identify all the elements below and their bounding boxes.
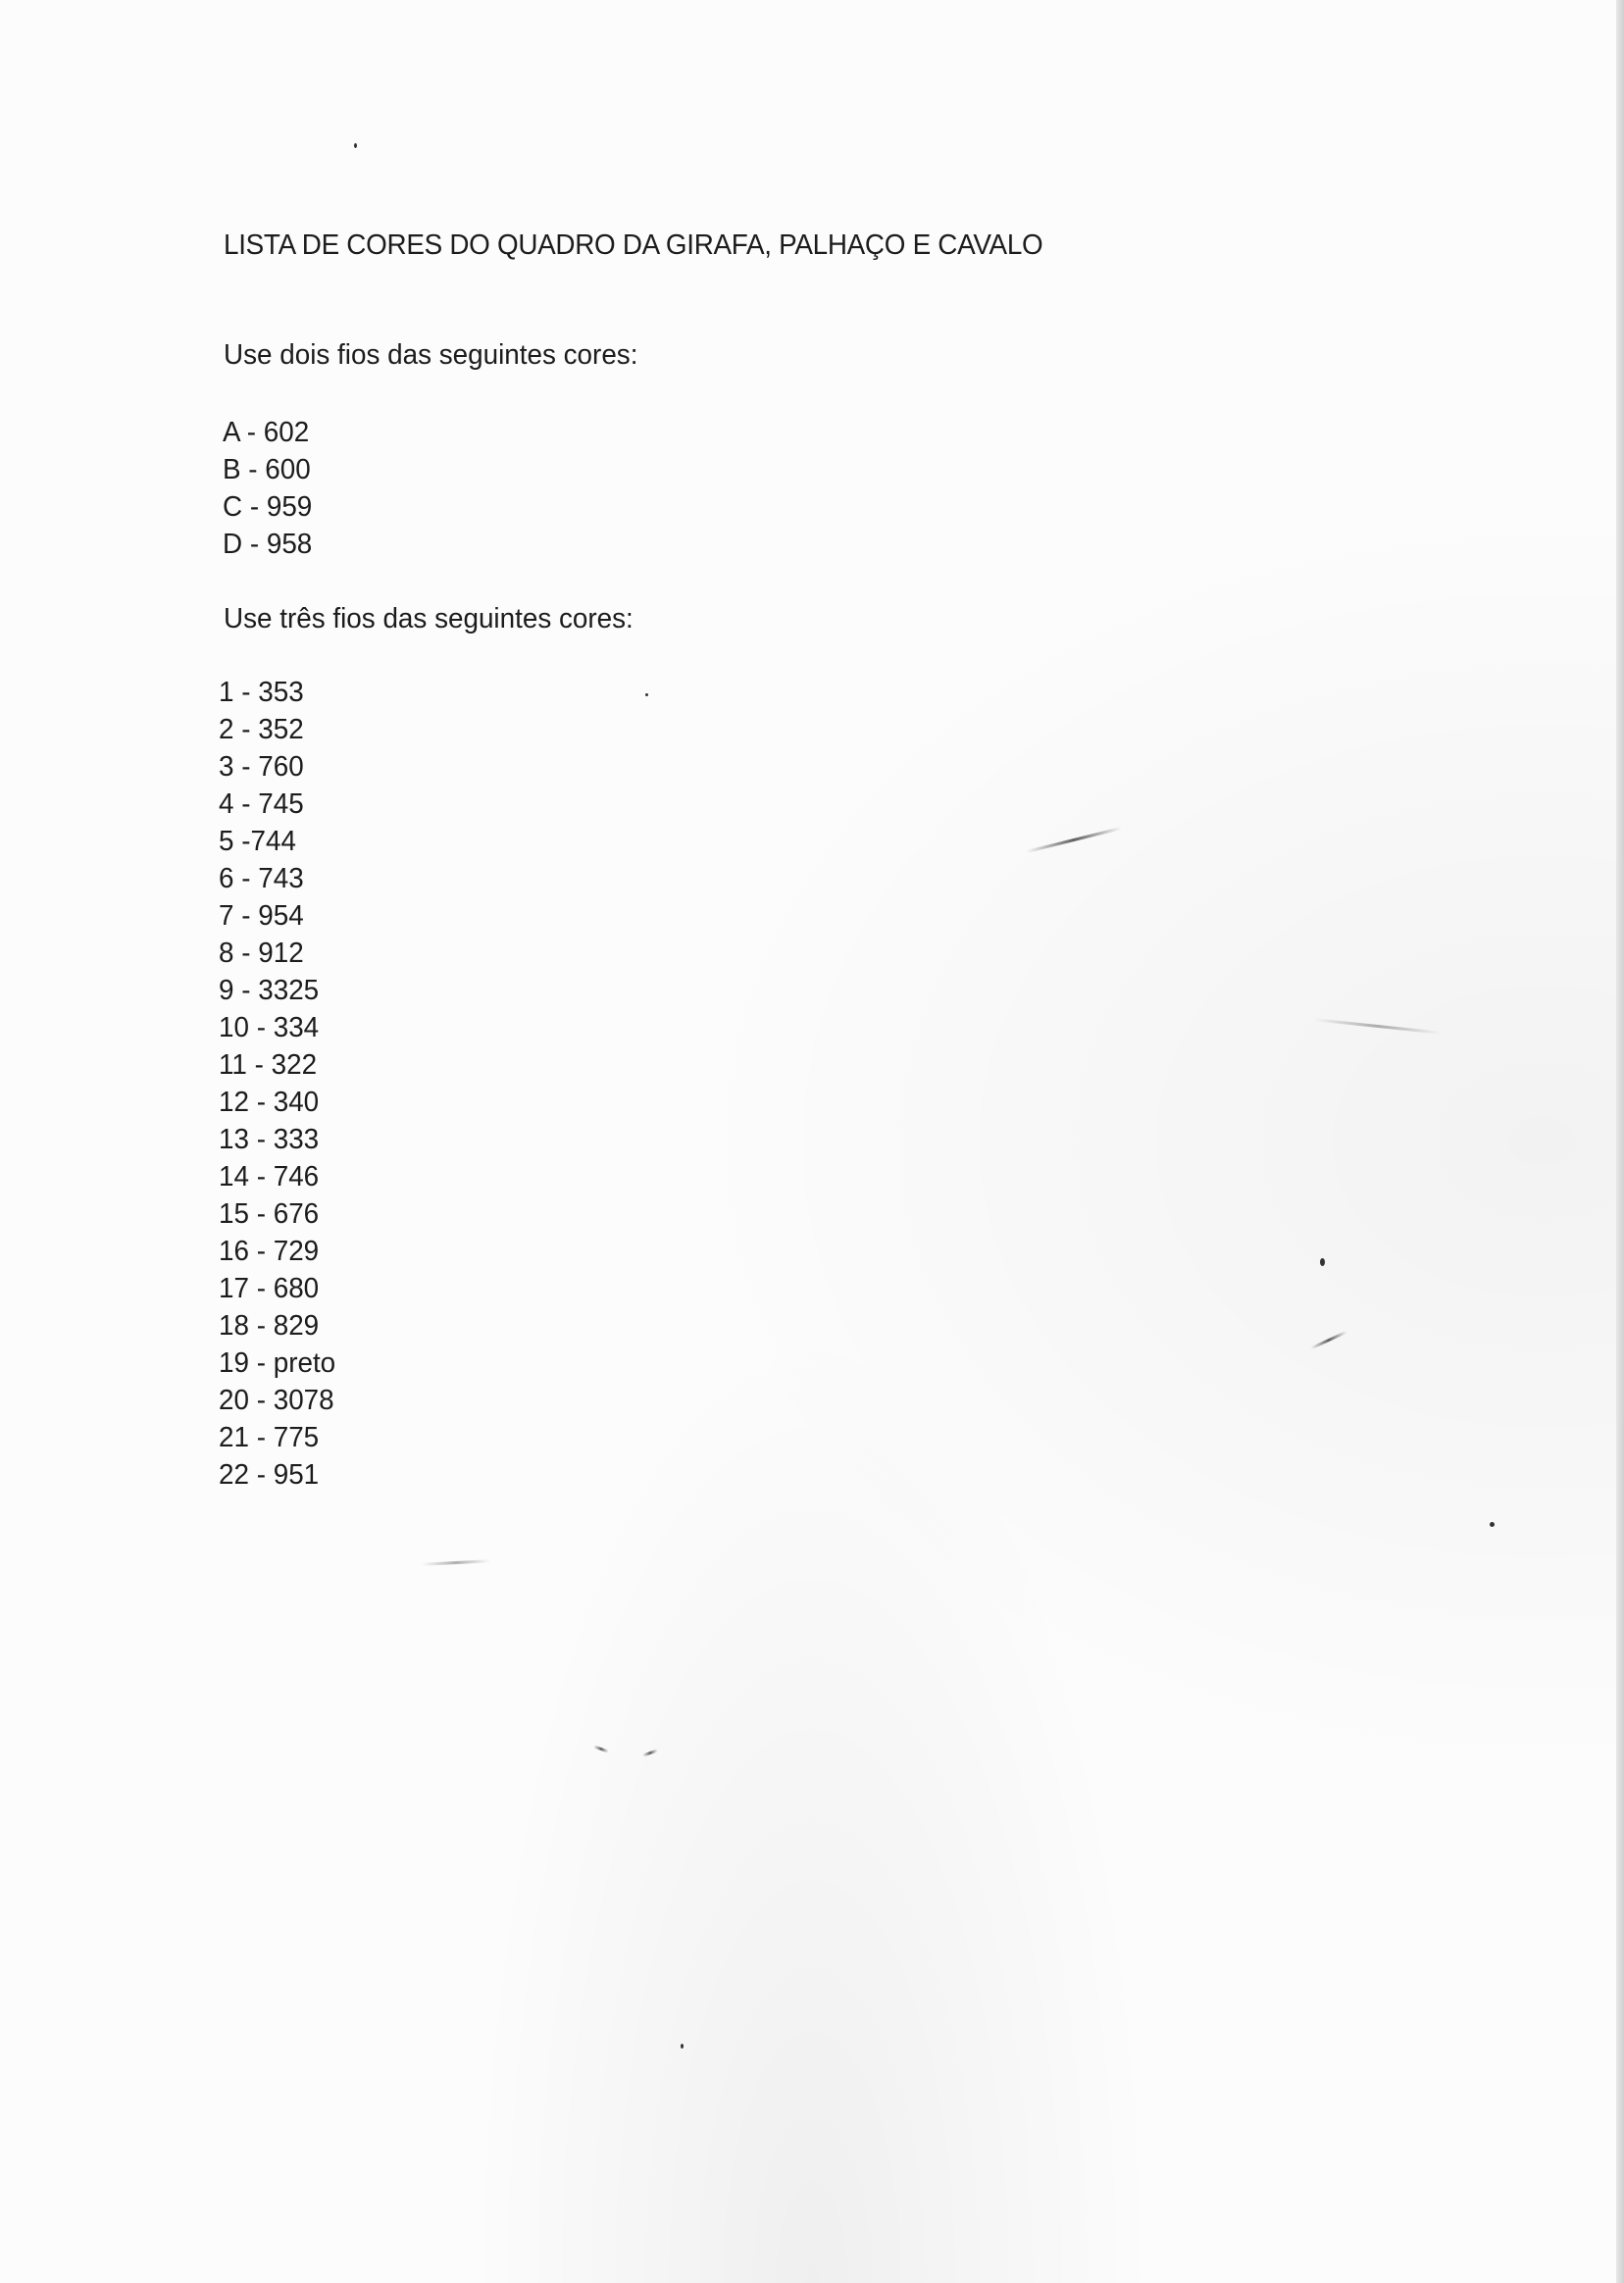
list-item: 16 - 729 [219,1236,320,1267]
list-item: 22 - 951 [219,1459,320,1491]
list-item: 5 -744 [219,826,296,857]
list-item: 2 - 352 [219,714,304,745]
scan-artifact [1026,827,1122,853]
scan-artifact [1310,1331,1347,1350]
list-item: 4 - 745 [219,788,304,820]
list-item: 21 - 775 [219,1422,320,1453]
list-item: 11 - 322 [219,1049,318,1081]
page-edge-shadow [1616,0,1624,2283]
section-heading-two-strands: Use dois fios das seguintes cores: [224,339,638,371]
list-item: 9 - 3325 [219,975,320,1006]
list-item: 10 - 334 [219,1012,320,1043]
list-item: 7 - 954 [219,900,304,932]
scan-artifact [1490,1522,1495,1527]
two-strand-color-list [223,414,316,563]
scan-artifact [681,2044,684,2049]
list-item: 13 - 333 [219,1124,320,1155]
document-title: LISTA DE CORES DO QUADRO DA GIRAFA, PALHAÇO E CAVALO [224,229,1043,261]
scan-artifact [642,1749,658,1756]
list-item: C - 959 [223,491,313,523]
section-heading-three-strands: Use três fios das seguintes cores: [224,603,634,634]
scan-artifact [593,1745,609,1752]
list-item: 20 - 3078 [219,1385,334,1416]
list-item: 6 - 743 [219,863,304,894]
list-item: A - 602 [223,417,310,448]
scan-artifact [1320,1258,1325,1266]
list-item: 12 - 340 [219,1087,320,1118]
list-item: 18 - 829 [219,1310,320,1342]
list-item: 14 - 746 [219,1161,320,1192]
list-item: 19 - preto [219,1347,336,1379]
list-item: 1 - 353 [219,677,304,708]
three-strand-color-list [219,674,340,1494]
list-item: 15 - 676 [219,1198,320,1230]
list-item: D - 958 [223,529,313,560]
scan-artifact [1314,1018,1442,1035]
scan-artifact [422,1559,490,1566]
list-item: 8 - 912 [219,938,304,969]
list-item: 17 - 680 [219,1273,320,1304]
scan-artifact [354,143,357,148]
list-item: B - 600 [223,454,311,485]
scan-artifact [645,693,648,696]
list-item: 3 - 760 [219,751,304,783]
